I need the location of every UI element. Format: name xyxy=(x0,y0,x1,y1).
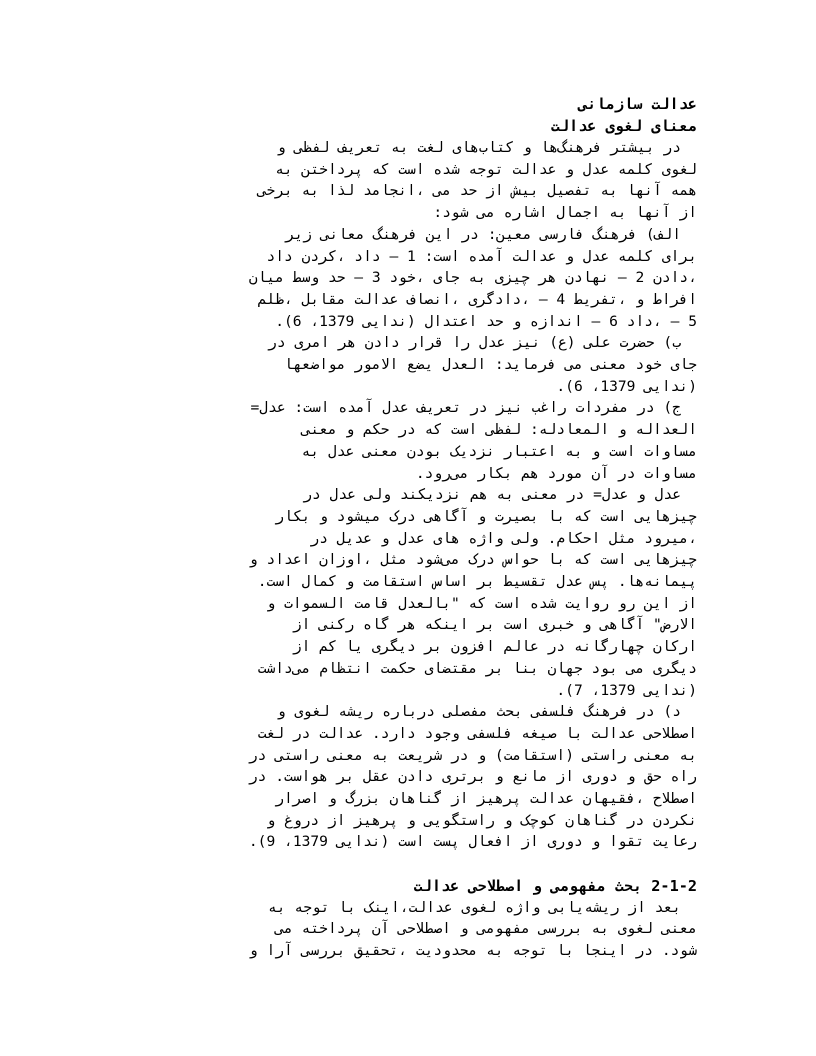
paragraph-line: الارض" آگاهی و خبری است بر اینکه هر گاه رکنی از xyxy=(292,616,697,634)
paragraph-line: اصطلاحی عدالت با صیغه فلسفی وجود دارد. عدالت در لغت xyxy=(257,724,697,742)
paragraph-line: برای کلمه عدل و عدالت آمده است: 1 – داد ،کردن داد xyxy=(266,247,697,265)
paragraph-line: معنی لغوی به بررسی مفهومی و اصطلاحی آن پرداخته می xyxy=(275,920,697,938)
paragraph-line: افراط و ،تفریط 4 – ،دادگری ،انصاف عدالت مقابل ،ظلم xyxy=(257,290,697,308)
paragraph-line: الف) فرهنگ فارسی معین: در این فرهنگ معانی زیر xyxy=(285,225,681,243)
paragraph-line: از این رو روایت شده است که "بالعدل قامت السموات و xyxy=(266,594,697,612)
paragraph-line: به معنی راستی (استقامت) و در شریعت به معنی راستی در xyxy=(248,746,697,764)
paragraph-line: راه حق و دوری از مانع و برتری دادن عقل بر هواست. در xyxy=(248,768,697,786)
paragraph-line: رعایت تقوا و دوری از افعال پست است (ندایی 1379، 9). xyxy=(248,833,697,851)
paragraph-line: بعد از ریشه‌یابی واژه لغوی عدالت،اینک با توجه به xyxy=(268,898,681,916)
paragraph-line: عدل و عدل= در معنی به هم نزدیکند ولی عدل در xyxy=(303,486,681,504)
paragraph-line: ،میرود مثل احکام. ولی واژه های عدل و عدیل در xyxy=(310,529,697,547)
paragraph-line: د) در فرهنگ فلسفی بحث مفصلی درباره ریشه لغوی و xyxy=(276,703,681,721)
paragraph-line: ارکان چهارگانه در عالم افزون بر دیگری یا کم از xyxy=(292,638,697,656)
paragraph-line: دیگری می بود جهان بنا بر مقتضای حکمت انتظام می‌داشت xyxy=(257,659,697,677)
paragraph-line: همه آنها به تفصیل بیش از حد می ،انجامد لذا به برخی xyxy=(257,182,697,200)
paragraph-line: ب) حضرت علی (ع) نیز عدل را قرار دادن هر امری در xyxy=(268,334,681,352)
document-title: عدالت سازمانی xyxy=(578,95,697,113)
paragraph-line: العداله و المعادله: لفظی است که در حکم و معنی xyxy=(301,421,697,439)
paragraph-line: چیزهایی است که با بصیرت و آگاهی درک میشود و بکار xyxy=(275,507,697,525)
paragraph-line: لغوی کلمه عدل و عدالت توجه شده است که پرداختن به xyxy=(275,160,697,178)
paragraph-line: از آنها به اجمال اشاره می شود: xyxy=(433,204,697,222)
section-heading-conceptual: 2-1-2 بحث مفهومی و اصطلاحی عدالت xyxy=(413,877,697,895)
paragraph-line: مساوات در آن مورد هم بکار می‌رود. xyxy=(415,464,697,482)
paragraph-line: اصطلاح ،فقیهان عدالت پرهیز از گناهان بزرگ و اصرار xyxy=(275,790,697,807)
paragraph-line: شود. در اینجا با توجه به محدودیت ،تحقیق بررسی آرا و xyxy=(248,942,697,960)
paragraph-line: جای خود معنی می فرماید: العدل یضع الامور مواضعها xyxy=(284,356,697,373)
paragraph-line: (ندایی 1379، 6). xyxy=(556,377,697,395)
paragraph-line: ،دادن 2 – نهادن هر چیزی به جای ،خود 3 – حد وسط میان xyxy=(248,269,697,287)
paragraph-line: مساوات است و به اعتبار نزدیک بودن معنی عدل به xyxy=(301,442,697,460)
paragraph-line: ج) در مفردات راغب نیز در تعریف عدل آمده است: عدل= xyxy=(250,399,681,417)
paragraph-line: چیزهایی است که با حواس درک می‌شود مثل ،اوزان اعداد و xyxy=(248,551,697,569)
section-heading-lexical-meaning: معنای لغوی عدالت xyxy=(550,117,697,135)
paragraph-line: پیمانه‌ها. پس عدل تقسیط بر اساس استقامت و کمال است. xyxy=(257,573,697,590)
paragraph-line: (ندایی 1379، 7). xyxy=(556,681,697,699)
paragraph-line: 5 – ،داد 6 – اندازه و حد اعتدال (ندایی 1379، 6). xyxy=(275,312,697,330)
paragraph-line: نکردن در گناهان کوچک و راستگویی و پرهیز از دروغ و xyxy=(266,811,697,829)
paragraph-line: در بیشتر فرهنگ‌ها و کتاب‌های لغت به تعریف لفظی و xyxy=(276,139,681,156)
